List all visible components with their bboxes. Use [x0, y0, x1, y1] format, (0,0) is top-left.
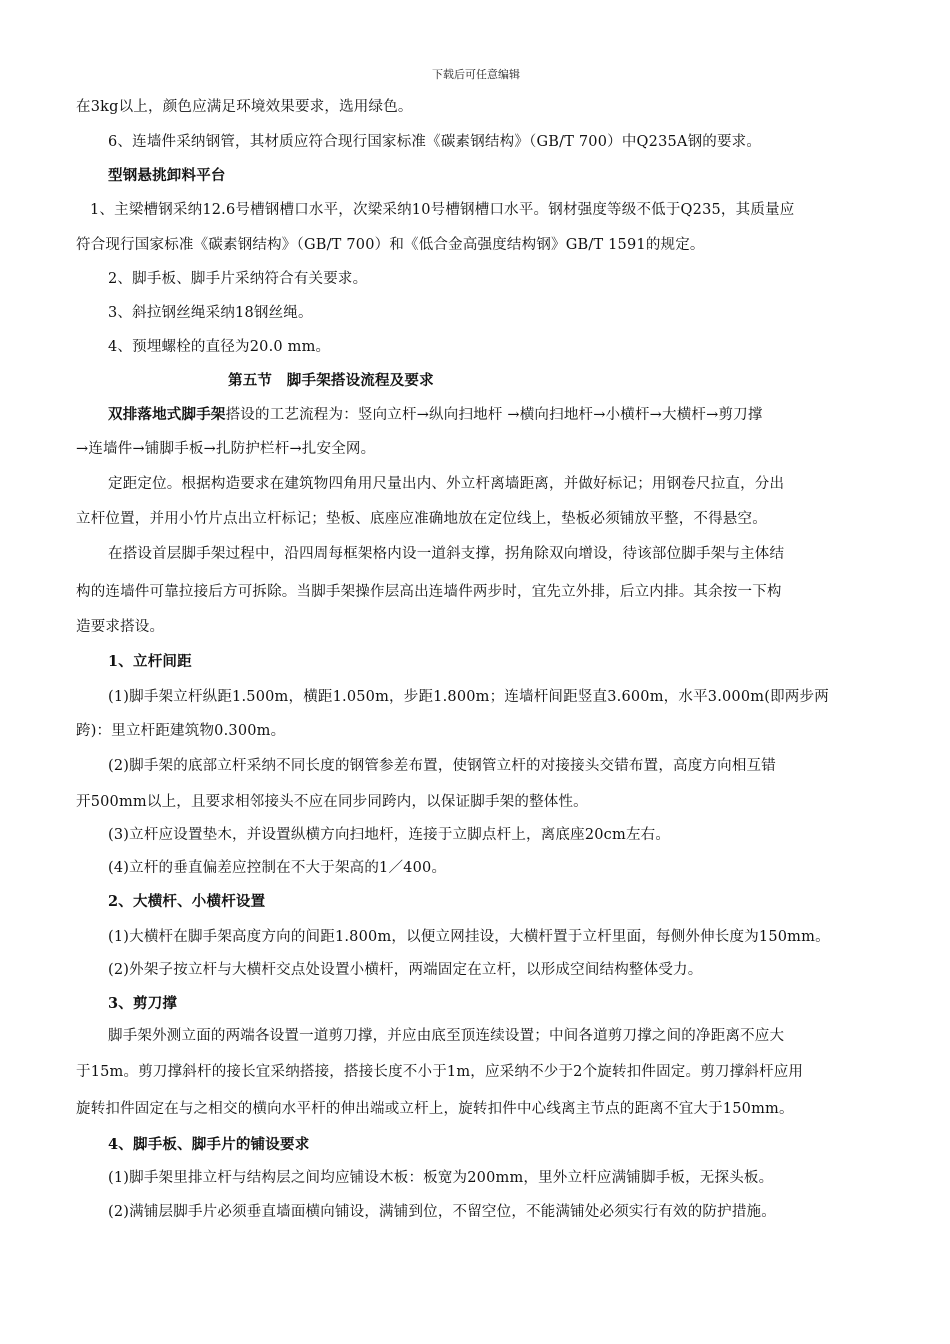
paragraph-line [108, 403, 763, 424]
page-header: 下载后可任意编辑 [432, 68, 520, 81]
paragraph-line: (1)大横杆在脚手架高度方向的间距1.800m，以便立网挂设，大横杆置于立杆里面，每侧外伸长度为150mm。 [108, 929, 830, 945]
paragraph-line: (1)脚手架立杆纵距1.500m，横距1.050m，步距1.800m；连墙杆间距竖直3.600m，水平3.000m(即两步两 [108, 689, 829, 705]
subsection-heading: 3、剪刀撑 [108, 995, 178, 1012]
paragraph-line: 3、斜拉钢丝绳采纳18钢丝绳。 [108, 305, 313, 321]
paragraph-line: (2)满铺层脚手片必须垂直墙面横向铺设，满铺到位，不留空位，不能满铺处必须实行有效的防护措施。 [108, 1204, 776, 1220]
section-heading: 型钢悬挑卸料平台 [108, 167, 226, 184]
paragraph-line: (2)脚手架的底部立杆采纳不同长度的钢管参差布置，使钢管立杆的对接接头交错布置，高度方向相互错 [108, 758, 776, 774]
bold-term: 双排落地式脚手架 [108, 406, 226, 423]
subsection-heading: 1、立杆间距 [108, 653, 192, 670]
paragraph-line: →连墙件→铺脚手板→扎防护栏杆→扎安全网。 [76, 441, 376, 457]
paragraph-line: 4、预埋螺栓的直径为20.0 mm。 [108, 339, 331, 355]
paragraph-line: 造要求搭设。 [76, 619, 165, 635]
paragraph-line: 在搭设首层脚手架过程中，沿四周每框架格内设一道斜支撑，拐角除双向增设，待该部位脚手架与主体结 [108, 546, 785, 562]
paragraph-line: 在3kg以上，颜色应满足环境效果要求，选用绿色。 [76, 99, 413, 115]
paragraph-line: 构的连墙件可靠拉接后方可拆除。当脚手架操作层高出连墙件两步时，宜先立外排，后立内排。其余按一下构 [76, 584, 782, 600]
paragraph-line: 跨)：里立杆距建筑物0.300m。 [76, 723, 286, 739]
paragraph-line: 旋转扣件固定在与之相交的横向水平杆的伸出端或立杆上，旋转扣件中心线离主节点的距离不宜大于150mm。 [76, 1101, 794, 1117]
paragraph-text: 搭设的工艺流程为：竖向立杆→纵向扫地杆 →横向扫地杆→小横杆→大横杆→剪刀撑 [225, 407, 763, 423]
paragraph-line: 2、脚手板、脚手片采纳符合有关要求。 [108, 271, 368, 287]
paragraph-line: 1、主梁槽钢采纳12.6号槽钢槽口水平，次梁采纳10号槽钢槽口水平。钢材强度等级不低于Q235，其质量应 [90, 202, 795, 218]
paragraph-line: 定距定位。根据构造要求在建筑物四角用尺量出内、外立杆离墙距离，并做好标记；用钢卷尺拉直，分出 [108, 476, 785, 492]
paragraph-line: (2)外架子按立杆与大横杆交点处设置小横杆，两端固定在立杆，以形成空间结构整体受力。 [108, 962, 703, 978]
paragraph-line: (1)脚手架里排立杆与结构层之间均应铺设木板：板宽为200mm，里外立杆应满铺脚手板，无探头板。 [108, 1170, 774, 1186]
document-page [76, 0, 896, 1344]
section-title: 第五节 脚手架搭设流程及要求 [228, 372, 434, 389]
subsection-heading: 2、大横杆、小横杆设置 [108, 893, 266, 910]
subsection-heading: 4、脚手板、脚手片的铺设要求 [108, 1136, 310, 1153]
paragraph-line: (4)立杆的垂直偏差应控制在不大于架高的1／400。 [108, 860, 447, 876]
paragraph-line: 脚手架外测立面的两端各设置一道剪刀撑，并应由底至顶连续设置；中间各道剪刀撑之间的净距离不应大 [108, 1028, 785, 1044]
paragraph-line: 开500mm以上，且要求相邻接头不应在同步同跨内，以保证脚手架的整体性。 [76, 794, 588, 810]
paragraph-line: 符合现行国家标准《碳素钢结构》（GB/T 700）和《低合金高强度结构钢》GB/T 1591的规定。 [76, 237, 705, 253]
paragraph-line: 于15m。剪刀撑斜杆的接长宜采纳搭接，搭接长度不小于1m，应采纳不少于2个旋转扣件固定。剪刀撑斜杆应用 [76, 1064, 804, 1080]
paragraph-line: 立杆位置，并用小竹片点出立杆标记；垫板、底座应准确地放在定位线上，垫板必须铺放平整，不得悬空。 [76, 511, 767, 527]
paragraph-line: (3)立杆应设置垫木，并设置纵横方向扫地杆，连接于立脚点杆上，离底座20cm左右。 [108, 827, 671, 843]
paragraph-line: 6、连墙件采纳钢管，其材质应符合现行国家标准《碳素钢结构》（GB/T 700）中Q235A钢的要求。 [108, 134, 762, 150]
